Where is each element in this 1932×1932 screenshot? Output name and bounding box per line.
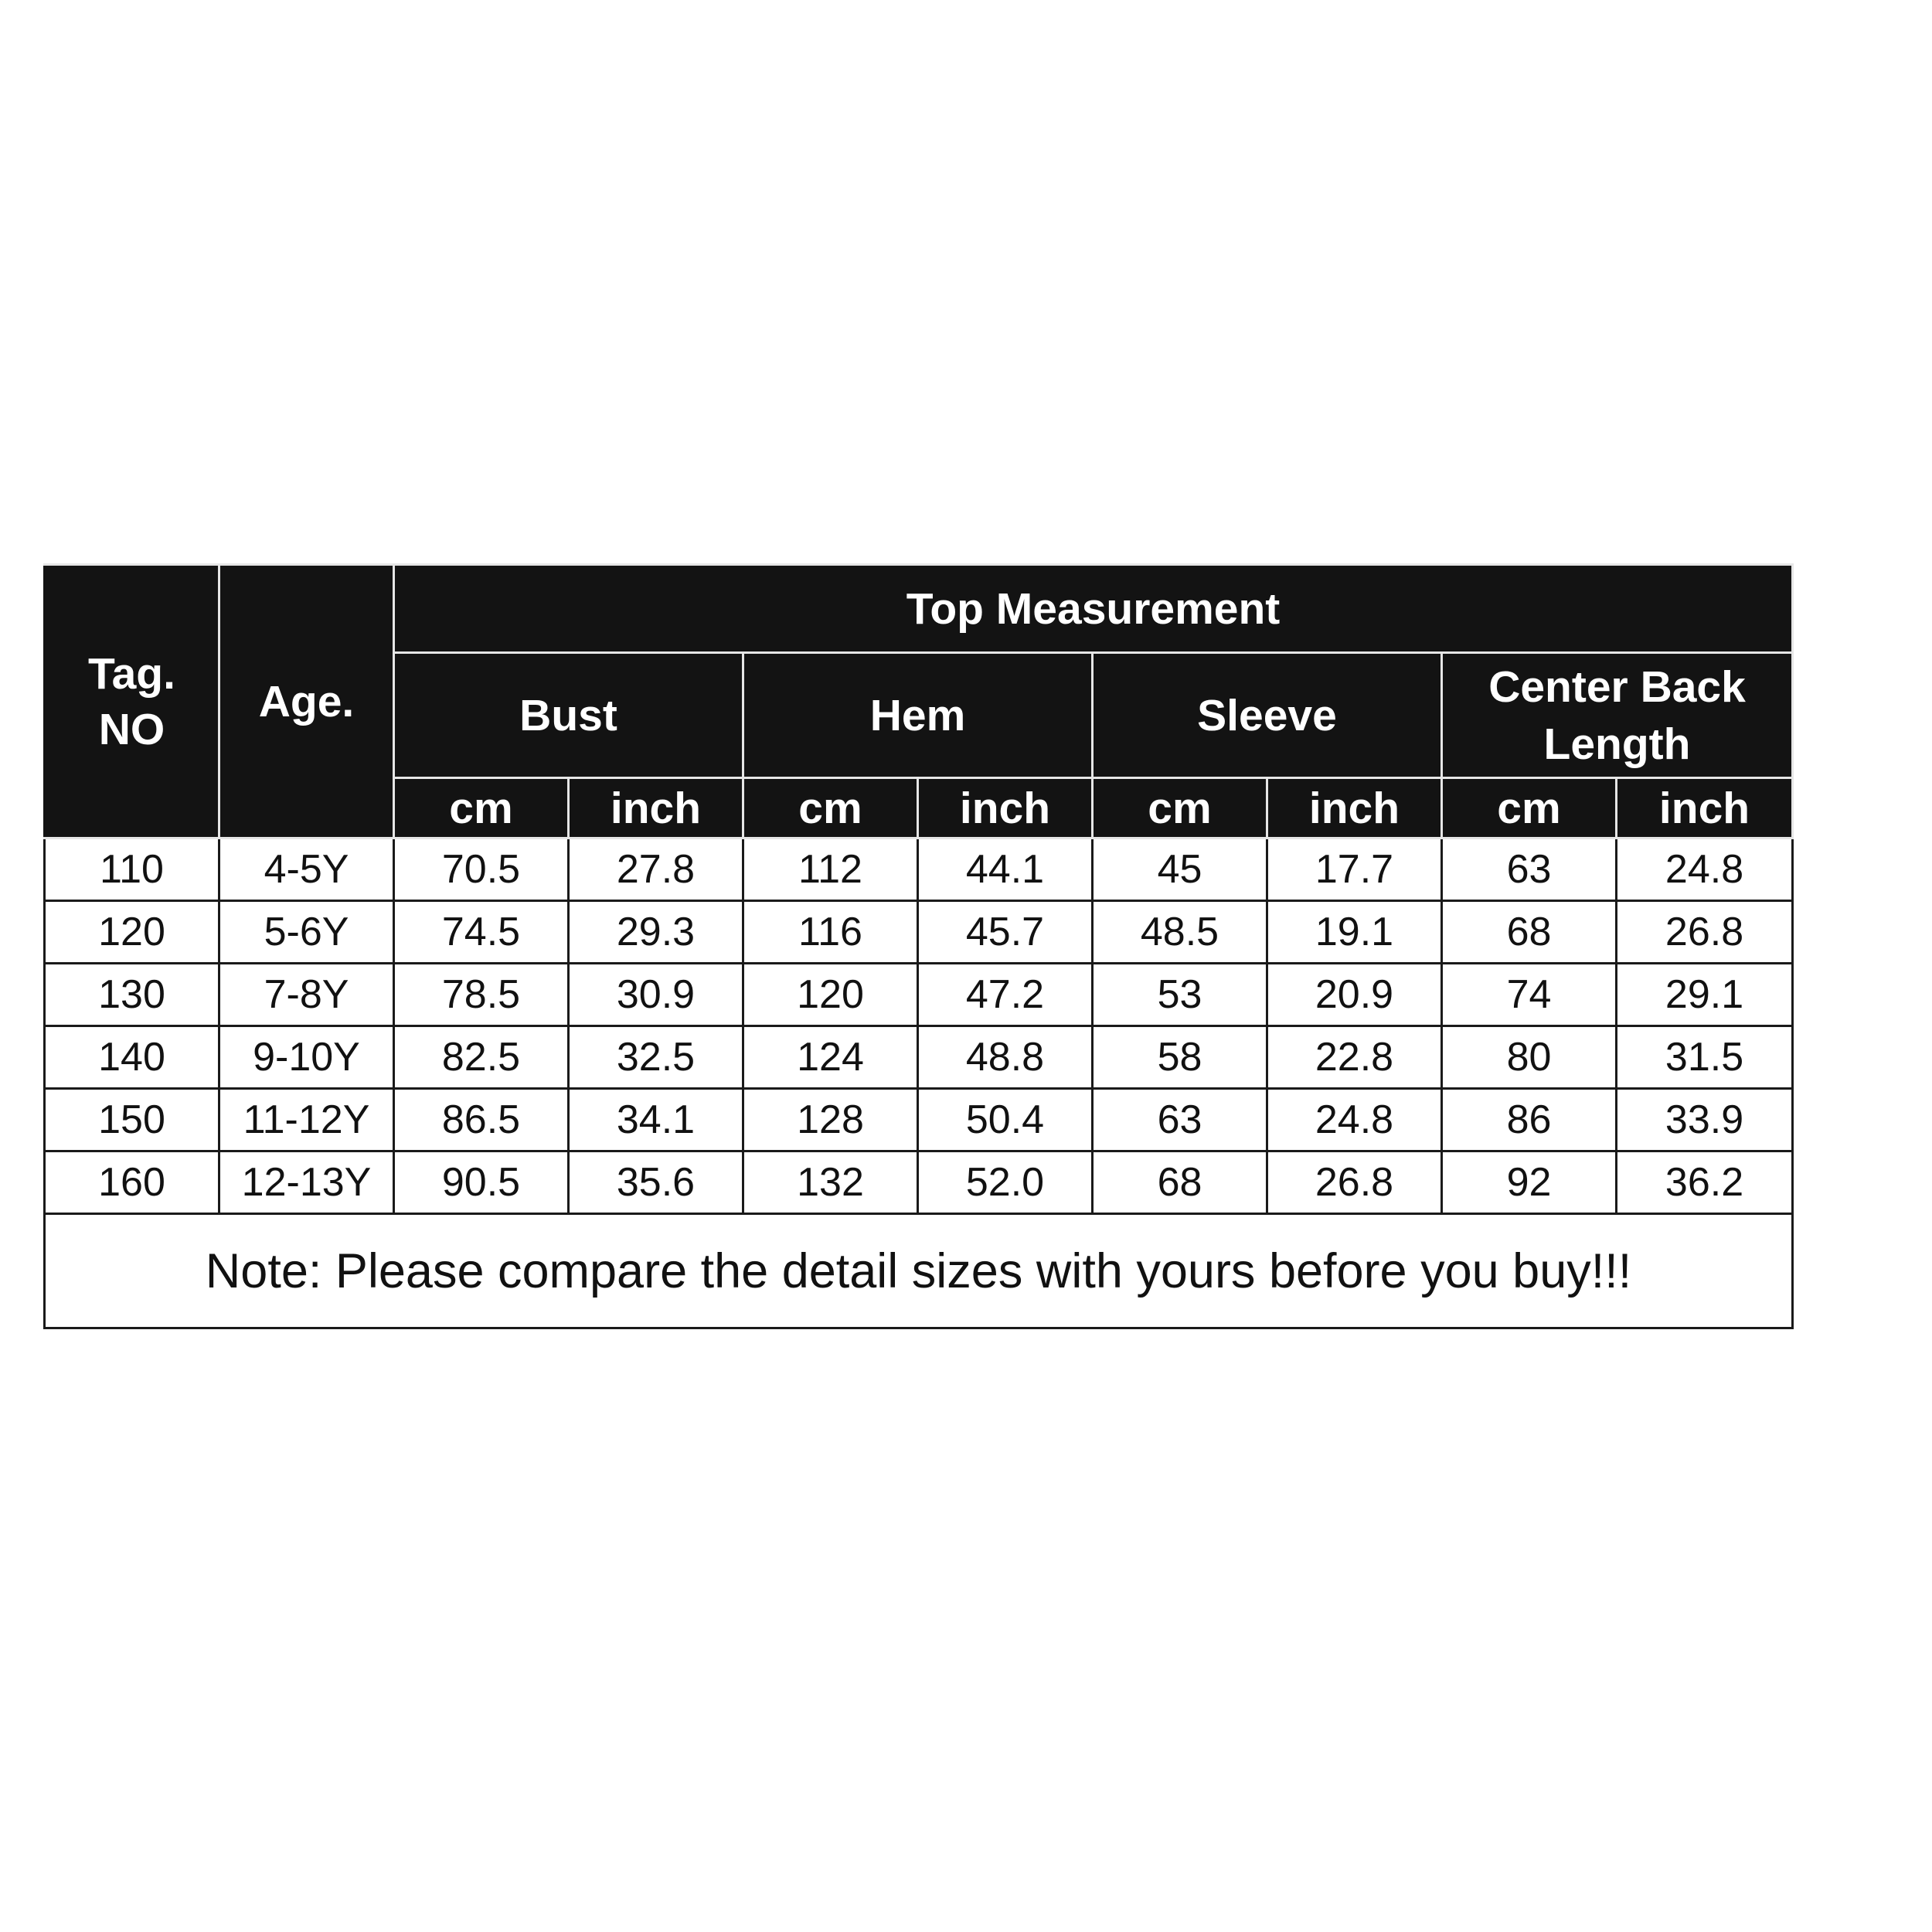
table-cell: 68	[1093, 1151, 1267, 1214]
table-cell: 35.6	[569, 1151, 743, 1214]
table-cell: 128	[743, 1089, 918, 1151]
tag-number-header	[45, 565, 219, 838]
sleeve-header: Sleeve	[1093, 653, 1442, 778]
bust-header: Bust	[394, 653, 743, 778]
table-cell: 86	[1442, 1089, 1617, 1151]
table-cell: 19.1	[1267, 901, 1442, 964]
table-cell: 150	[45, 1089, 219, 1151]
table-cell: 90.5	[394, 1151, 569, 1214]
cbl-header-line2: Length	[1543, 719, 1691, 769]
cbl-header-line1: Center Back	[1488, 662, 1746, 712]
table-header	[45, 565, 1793, 838]
table-cell: 53	[1093, 964, 1267, 1026]
table-cell: 74	[1442, 964, 1617, 1026]
table-cell: 33.9	[1617, 1089, 1793, 1151]
table-row	[45, 1089, 1793, 1151]
table-cell: 32.5	[569, 1026, 743, 1089]
table-cell: 31.5	[1617, 1026, 1793, 1089]
unit-header: inch	[918, 778, 1093, 838]
table-cell: 132	[743, 1151, 918, 1214]
hem-header: Hem	[743, 653, 1093, 778]
table-cell: 68	[1442, 901, 1617, 964]
table-cell: 4-5Y	[219, 838, 394, 901]
table-cell: 29.3	[569, 901, 743, 964]
unit-header: cm	[394, 778, 569, 838]
table-cell: 80	[1442, 1026, 1617, 1089]
table-cell: 20.9	[1267, 964, 1442, 1026]
table-cell: 82.5	[394, 1026, 569, 1089]
table-row	[45, 838, 1793, 901]
table-cell: 29.1	[1617, 964, 1793, 1026]
age-header: Age.	[219, 565, 394, 838]
table-cell: 24.8	[1267, 1089, 1442, 1151]
center-back-length-header	[1442, 653, 1793, 778]
table-cell: 27.8	[569, 838, 743, 901]
table-cell: 48.8	[918, 1026, 1093, 1089]
table-cell: 112	[743, 838, 918, 901]
table-cell: 30.9	[569, 964, 743, 1026]
header-row-1	[45, 565, 1793, 653]
table-cell: 47.2	[918, 964, 1093, 1026]
table-cell: 120	[45, 901, 219, 964]
unit-header: cm	[1093, 778, 1267, 838]
table-cell: 50.4	[918, 1089, 1093, 1151]
tag-header-line2: NO	[98, 704, 165, 754]
table-cell: 58	[1093, 1026, 1267, 1089]
table-cell: 22.8	[1267, 1026, 1442, 1089]
table-cell: 48.5	[1093, 901, 1267, 964]
table-cell: 26.8	[1617, 901, 1793, 964]
unit-header: cm	[743, 778, 918, 838]
table-cell: 74.5	[394, 901, 569, 964]
table-cell: 44.1	[918, 838, 1093, 901]
table-cell: 11-12Y	[219, 1089, 394, 1151]
table-cell: 63	[1442, 838, 1617, 901]
table-cell: 9-10Y	[219, 1026, 394, 1089]
table-cell: 110	[45, 838, 219, 901]
table-cell: 130	[45, 964, 219, 1026]
table-cell: 140	[45, 1026, 219, 1089]
table-cell: 26.8	[1267, 1151, 1442, 1214]
table-cell: 52.0	[918, 1151, 1093, 1214]
table-cell: 63	[1093, 1089, 1267, 1151]
table-cell: 5-6Y	[219, 901, 394, 964]
table-row	[45, 1151, 1793, 1214]
unit-header: inch	[1267, 778, 1442, 838]
table-cell: 78.5	[394, 964, 569, 1026]
table-cell: 17.7	[1267, 838, 1442, 901]
table-cell: 120	[743, 964, 918, 1026]
table-cell: 12-13Y	[219, 1151, 394, 1214]
table-cell: 36.2	[1617, 1151, 1793, 1214]
table-cell: 92	[1442, 1151, 1617, 1214]
top-measurement-header: Top Measurement	[394, 565, 1793, 653]
table-row	[45, 1026, 1793, 1089]
tag-header-line1: Tag.	[88, 648, 175, 699]
table-cell: 160	[45, 1151, 219, 1214]
table-cell: 86.5	[394, 1089, 569, 1151]
unit-header: cm	[1442, 778, 1617, 838]
unit-header: inch	[1617, 778, 1793, 838]
table-cell: 70.5	[394, 838, 569, 901]
table-row	[45, 901, 1793, 964]
note-text: Note: Please compare the detail sizes with yours before you buy!!!	[45, 1214, 1793, 1328]
table-cell: 116	[743, 901, 918, 964]
note-row	[45, 1214, 1793, 1328]
table-cell: 124	[743, 1026, 918, 1089]
table-cell: 7-8Y	[219, 964, 394, 1026]
table-cell: 34.1	[569, 1089, 743, 1151]
table-body	[45, 838, 1793, 1328]
table-row	[45, 964, 1793, 1026]
table-cell: 24.8	[1617, 838, 1793, 901]
table-cell: 45	[1093, 838, 1267, 901]
table-cell: 45.7	[918, 901, 1093, 964]
size-chart-table	[43, 563, 1794, 1329]
unit-header: inch	[569, 778, 743, 838]
